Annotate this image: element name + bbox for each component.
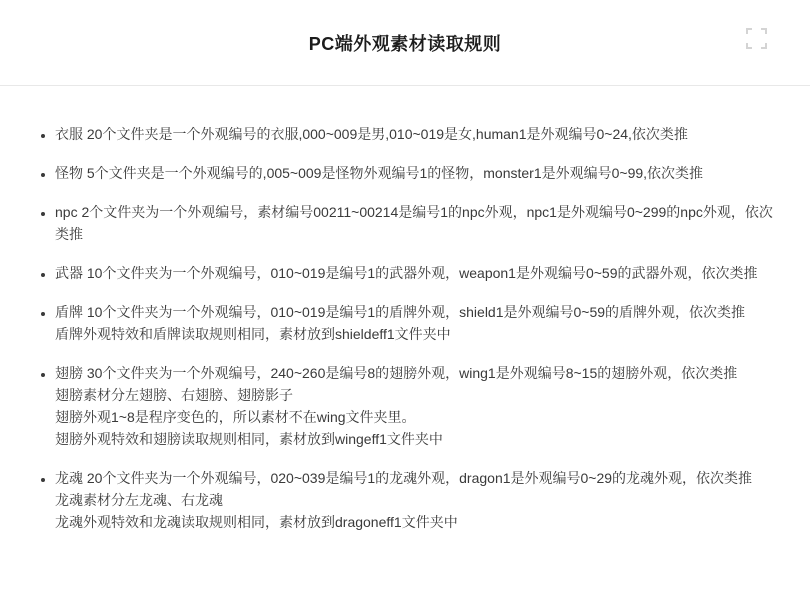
- list-item: [55, 123, 776, 145]
- list-item-line: • 衣服 20个文件夹是一个外观编号的衣服,000~009是男,010~019是女,human1是外观编号0~24,依次类推: [55, 126, 688, 142]
- list-item: [55, 467, 776, 533]
- list-item-line: 翅膀素材分左翅膀、右翅膀、翅膀影子: [55, 387, 293, 403]
- list-item-line: • 龙魂 20个文件夹为一个外观编号，020~039是编号1的龙魂外观，dragon1是外观编号0~29的龙魂外观，依次类推: [55, 470, 753, 486]
- fullscreen-button[interactable]: [744, 26, 768, 50]
- list-item: [55, 162, 776, 184]
- list-item-line: • 翅膀 30个文件夹为一个外观编号，240~260是编号8的翅膀外观，wing1是外观编号8~15的翅膀外观，依次类推: [55, 365, 738, 381]
- list-item: [55, 301, 776, 345]
- list-item: [55, 262, 776, 284]
- doc-content: [0, 86, 810, 533]
- page-title: PC端外观素材读取规则: [308, 33, 502, 54]
- list-item-line: 翅膀外观特效和翅膀读取规则相同，素材放到wingeff1文件夹中: [55, 431, 443, 447]
- list-item: [55, 201, 776, 245]
- list-item-line: 龙魂素材分左龙魂、右龙魂: [55, 492, 223, 508]
- list-item-line: • npc 2个文件夹为一个外观编号，素材编号00211~00214是编号1的npc外观，npc1是外观编号0~299的npc外观，依次类推: [55, 204, 773, 242]
- list-item: [55, 362, 776, 450]
- list-item-line: • 武器 10个文件夹为一个外观编号，010~019是编号1的武器外观，weapon1是外观编号0~59的武器外观，依次类推: [55, 265, 758, 281]
- expand-corners-icon: [746, 37, 767, 52]
- list-item-line: • 盾牌 10个文件夹为一个外观编号，010~019是编号1的盾牌外观，shield1是外观编号0~59的盾牌外观，依次类推: [55, 304, 746, 320]
- list-item-line: • 怪物 5个文件夹是一个外观编号的,005~009是怪物外观编号1的怪物，monster1是外观编号0~99,依次类推: [55, 165, 704, 181]
- rules-list: [38, 123, 776, 533]
- list-item-line: 龙魂外观特效和龙魂读取规则相同，素材放到dragoneff1文件夹中: [55, 514, 458, 530]
- list-item-line: 盾牌外观特效和盾牌读取规则相同，素材放到shieldeff1文件夹中: [55, 326, 451, 342]
- doc-header: [0, 0, 810, 86]
- list-item-line: 翅膀外观1~8是程序变色的，所以素材不在wing文件夹里。: [55, 409, 416, 425]
